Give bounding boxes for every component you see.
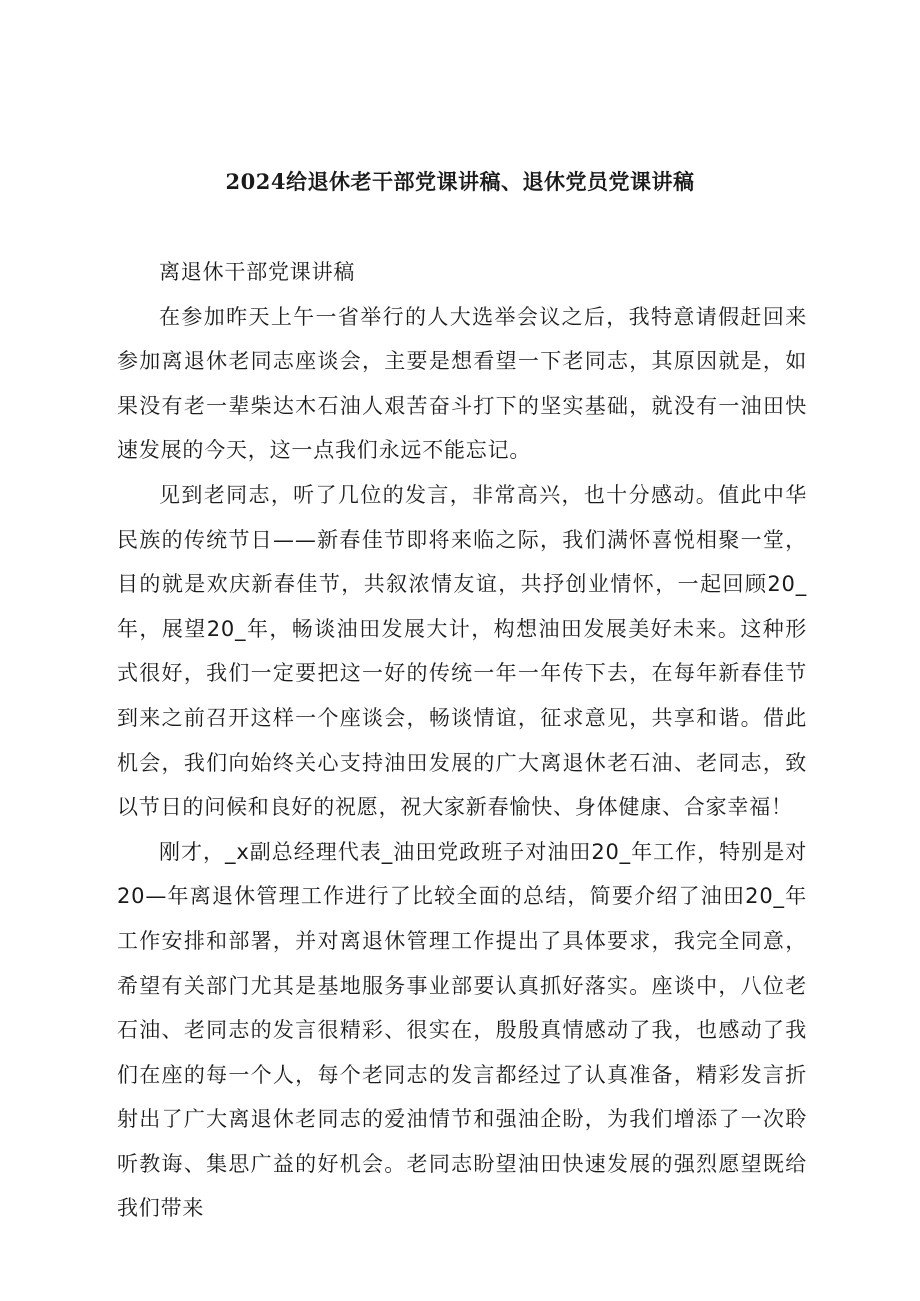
paragraph: 刚才，_x副总经理代表_油田党政班子对油田20_年工作，特别是对20—年离退休管理工作进行了比较全面的总结，简要介绍了油田20_年工作安排和部署，并对离退休管理工作提出了具体要求，我完全同意，希望有关部门尤其是基地服务事业部要认真抓好落实。座谈中，八位老石油、老同志的发言很精彩、很实在，殷殷真情感动了我，也感动了我们在座的每一个人，每个老同志的发言都经过了认真准备，精彩发言折射出了广大离退休老同志的爱油情节和强油企盼，为我们增添了一次聆听教诲、集思广益的好机会。老同志盼望油田快速发展的强烈愿望既给我们带来 — [117, 839, 807, 1221]
document-body — [117, 250, 807, 1231]
paragraph: 在参加昨天上午一省举行的人大选举会议之后，我特意请假赶回来参加离退休老同志座谈会，主要是想看望一下老同志，其原因就是，如果没有老一辈柴达木石油人艰苦奋斗打下的坚实基础，就没有一油田快速发展的今天，这一点我们永远不能忘记。 — [117, 304, 807, 463]
paragraph: 见到老同志，听了几位的发言，非常高兴，也十分感动。值此中华民族的传统节日——新春佳节即将来临之际，我们满怀喜悦相聚一堂，目的就是欢庆新春佳节，共叙浓情友谊，共抒创业情怀，一起回顾20_年，展望20_年，畅谈油田发展大计，构想油田发展美好未来。这种形式很好，我们一定要把这一好的传统一年一年传下去，在每年新春佳节到来之前召开这样一个座谈会，畅谈情谊，征求意见，共享和谐。借此机会，我们向始终关心支持油田发展的广大离退休老石油、老同志，致以节日的问候和良好的祝愿，祝大家新春愉快、身体健康、合家幸福！ — [117, 482, 807, 820]
document-title: 2024给退休老干部党课讲稿、退休党员党课讲稿 — [225, 169, 695, 194]
section-heading: 离退休干部党课讲稿 — [159, 260, 356, 284]
